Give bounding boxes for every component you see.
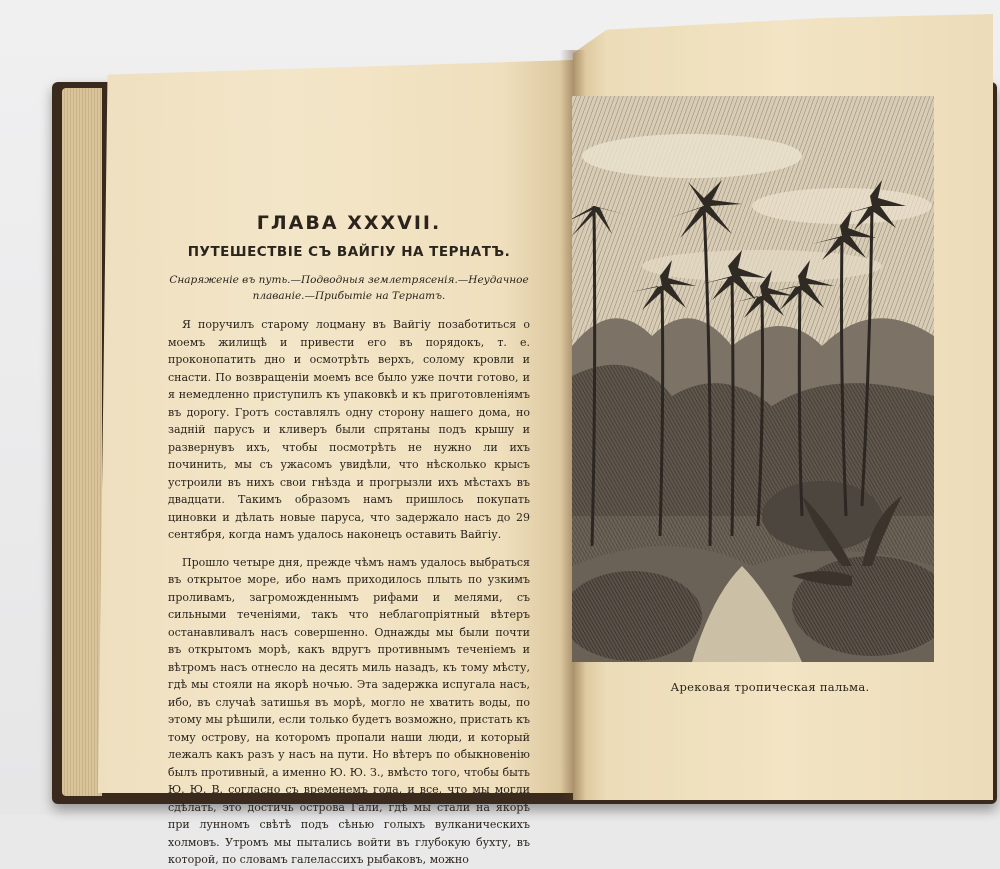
palm-engraving	[572, 96, 934, 662]
illustration-caption: Арековая тропическая пальма.	[670, 680, 870, 694]
chapter-subtitle: ПУТЕШЕСТВІЕ СЪ ВАЙГІУ НА ТЕРНАТЪ.	[187, 244, 511, 260]
paragraph-1: Я поручилъ старому лоцману въ Вайгіу позаботиться о моемъ жилищѣ и привести его въ порядокъ, т. е. проконопатить дно и осмотрѣть верхъ, солому кровли и снасти. По возвращеніи моемъ все было уже почти готово, и я немедленно приступилъ къ упаковкѣ и къ приготовленіямъ въ дорогу. Гротъ составлялъ одну сторону нашего дома, но задній парусъ и кливеръ были спрятаны подъ крышу и развернувъ ихъ, чтобы посмотрѣть не нужно ли ихъ починить, мы съ ужасомъ увидѣли, что нѣсколько крысъ устроили въ нихъ свои гнѣзда и прогрызли ихъ мѣстахъ въ двадцати. Такимъ образомъ намъ пришлось покупать циновки и дѣлать новые паруса, что задержало насъ до 29 сентября, когда намъ удалось наконецъ оставить Вайгіу.	[168, 318, 530, 541]
palm-engraving-svg	[572, 96, 934, 662]
chapter-summary: Снаряженіе въ путь.—Подводныя землетрясенія.—Неудачное плаваніе.—Прибытіе на Тернатъ.	[169, 274, 529, 302]
paragraph-2: Прошло четыре дня, прежде чѣмъ намъ удалось выбраться въ открытое море, ибо намъ приходилось плыть по узкимъ проливамъ, загроможденнымъ рифами и мелями, съ сильными теченіями, такъ что неблагопріятный вѣтеръ останавливалъ насъ совершенно. Однажды мы были почти въ открытомъ морѣ, какъ вдругъ противнымъ теченіемъ и вѣтромъ насъ отнесло на десять миль назадъ, къ тому мѣсту, гдѣ мы стояли на якорѣ ночью. Эта задержка испугала насъ, ибо, въ случаѣ затишья въ морѣ, могло не хватить воды, по этому мы рѣшили, если только будетъ возможно, пристать къ тому острову, на которомъ пропали наши люди, и который лежалъ какъ разъ у насъ на пути. Но вѣтеръ по обыкновенію былъ противный, а именно Ю. Ю. З., вмѣсто того, чтобы быть Ю. Ю. В. согласно съ временемъ года, и все, что мы могли сдѣлать, это достичь острова Гали, гдѣ мы стали на якорѣ при лунномъ свѣтѣ подъ сѣнью голыхъ вулканическихъ холмовъ. Утромъ мы пытались войти въ глубокую бухту, въ которой, по словамъ галелассихъ рыбаковъ, можно	[168, 555, 530, 866]
page-edges	[62, 88, 102, 796]
chapter-heading: ГЛАВА XXXVII.	[256, 212, 442, 234]
left-page-text	[168, 208, 530, 866]
